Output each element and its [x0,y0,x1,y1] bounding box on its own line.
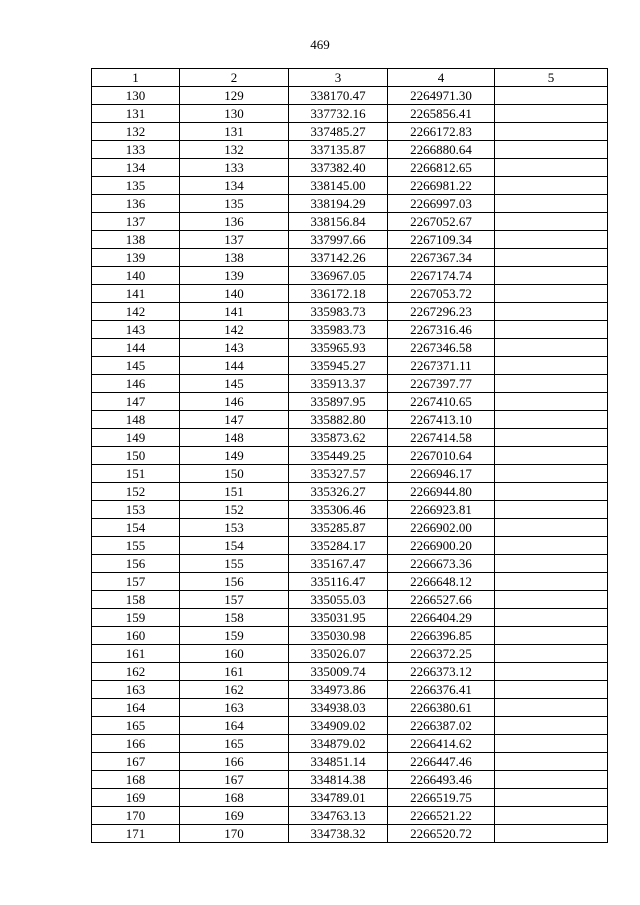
table-cell-col-1: 130 [92,87,180,105]
table-cell-col-5 [495,105,608,123]
table-cell-col-1: 134 [92,159,180,177]
table-cell-col-1: 171 [92,825,180,843]
table-cell-col-3: 334814.38 [289,771,388,789]
table-cell-col-3: 334851.14 [289,753,388,771]
table-cell-col-3: 335449.25 [289,447,388,465]
table-cell-col-1: 166 [92,735,180,753]
table-cell-col-1: 158 [92,591,180,609]
table-row [92,807,608,825]
table-cell-col-4: 2266520.72 [388,825,495,843]
table-cell-col-3: 334738.32 [289,825,388,843]
table-cell-col-3: 335284.17 [289,537,388,555]
table-cell-col-2: 168 [180,789,289,807]
table-row [92,627,608,645]
table-cell-col-1: 145 [92,357,180,375]
table-cell-col-4: 2267109.34 [388,231,495,249]
page-number: 469 [310,37,330,52]
table-cell-col-5 [495,375,608,393]
table-cell-col-2: 133 [180,159,289,177]
table-cell-col-3: 335913.37 [289,375,388,393]
table-cell-col-1: 140 [92,267,180,285]
table-cell-col-4: 2267174.74 [388,267,495,285]
table-cell-col-1: 159 [92,609,180,627]
table-cell-col-2: 148 [180,429,289,447]
table-cell-col-4: 2267316.46 [388,321,495,339]
table-cell-col-4: 2266527.66 [388,591,495,609]
table-cell-col-3: 334763.13 [289,807,388,825]
table-cell-col-2: 147 [180,411,289,429]
table-cell-col-5 [495,213,608,231]
table-cell-col-5 [495,411,608,429]
table-cell-col-3: 334879.02 [289,735,388,753]
table-row [92,375,608,393]
table-cell-col-4: 2266387.02 [388,717,495,735]
table-cell-col-1: 132 [92,123,180,141]
table-row [92,519,608,537]
table-row [92,267,608,285]
table-row [92,717,608,735]
table-row [92,231,608,249]
table-cell-col-5 [495,249,608,267]
table-cell-col-4: 2266880.64 [388,141,495,159]
table-cell-col-5 [495,303,608,321]
table-row [92,555,608,573]
table-cell-col-5 [495,645,608,663]
table-cell-col-2: 152 [180,501,289,519]
table-row [92,393,608,411]
table-cell-col-2: 140 [180,285,289,303]
table-cell-col-3: 337485.27 [289,123,388,141]
table-cell-col-2: 158 [180,609,289,627]
table-cell-col-2: 143 [180,339,289,357]
table-row [92,105,608,123]
table-row [92,609,608,627]
table-cell-col-4: 2264971.30 [388,87,495,105]
table-cell-col-5 [495,465,608,483]
table-cell-col-5 [495,195,608,213]
table-cell-col-1: 170 [92,807,180,825]
table-cell-col-3: 338170.47 [289,87,388,105]
table-cell-col-5 [495,357,608,375]
table-cell-col-4: 2267371.11 [388,357,495,375]
table-cell-col-5 [495,771,608,789]
table-row [92,699,608,717]
table-cell-col-3: 335983.73 [289,321,388,339]
table-cell-col-3: 335327.57 [289,465,388,483]
table-cell-col-2: 132 [180,141,289,159]
table-row [92,339,608,357]
table-cell-col-5 [495,573,608,591]
table-cell-col-2: 161 [180,663,289,681]
table-row [92,753,608,771]
table-cell-col-2: 151 [180,483,289,501]
table-cell-col-4: 2266902.00 [388,519,495,537]
table-cell-col-1: 164 [92,699,180,717]
table-cell-col-3: 335055.03 [289,591,388,609]
table-cell-col-5 [495,123,608,141]
table-cell-col-1: 165 [92,717,180,735]
table-cell-col-2: 156 [180,573,289,591]
table-cell-col-2: 159 [180,627,289,645]
table-cell-col-5 [495,285,608,303]
table-cell-col-4: 2266812.65 [388,159,495,177]
table-cell-col-3: 338145.00 [289,177,388,195]
table-cell-col-4: 2266923.81 [388,501,495,519]
table-row [92,483,608,501]
table-cell-col-4: 2267367.34 [388,249,495,267]
table-cell-col-1: 167 [92,753,180,771]
table-cell-col-4: 2266447.46 [388,753,495,771]
table-cell-col-3: 335009.74 [289,663,388,681]
table-cell-col-3: 334909.02 [289,717,388,735]
table-cell-col-1: 153 [92,501,180,519]
table-cell-col-4: 2266172.83 [388,123,495,141]
table-cell-col-5 [495,753,608,771]
column-header-3: 3 [289,69,388,87]
table-row [92,825,608,843]
table-cell-col-4: 2267053.72 [388,285,495,303]
table-cell-col-5 [495,447,608,465]
table-cell-col-2: 145 [180,375,289,393]
table-row [92,303,608,321]
coordinates-table [91,68,608,843]
table-cell-col-2: 170 [180,825,289,843]
table-cell-col-3: 337135.87 [289,141,388,159]
table-cell-col-2: 130 [180,105,289,123]
table-cell-col-1: 138 [92,231,180,249]
table-row [92,771,608,789]
table-cell-col-4: 2266493.46 [388,771,495,789]
table-cell-col-3: 336172.18 [289,285,388,303]
table-cell-col-4: 2266404.29 [388,609,495,627]
table-cell-col-5 [495,537,608,555]
table-cell-col-5 [495,339,608,357]
table-row [92,681,608,699]
table-cell-col-5 [495,159,608,177]
table-cell-col-3: 337142.26 [289,249,388,267]
table-cell-col-3: 334789.01 [289,789,388,807]
table-cell-col-4: 2266648.12 [388,573,495,591]
table-row [92,465,608,483]
table-cell-col-2: 149 [180,447,289,465]
table-cell-col-4: 2266376.41 [388,681,495,699]
table-row [92,285,608,303]
table-cell-col-1: 131 [92,105,180,123]
table-cell-col-3: 335031.95 [289,609,388,627]
table-cell-col-2: 141 [180,303,289,321]
table-cell-col-2: 160 [180,645,289,663]
table-row [92,357,608,375]
table-cell-col-4: 2267410.65 [388,393,495,411]
table-cell-col-3: 335116.47 [289,573,388,591]
table-row [92,645,608,663]
table-cell-col-1: 156 [92,555,180,573]
table-row [92,789,608,807]
table-row [92,321,608,339]
table-cell-col-4: 2267413.10 [388,411,495,429]
table-cell-col-1: 144 [92,339,180,357]
table-cell-col-3: 335285.87 [289,519,388,537]
table-cell-col-5 [495,483,608,501]
table-cell-col-2: 142 [180,321,289,339]
table-cell-col-3: 335306.46 [289,501,388,519]
table-cell-col-1: 150 [92,447,180,465]
table-cell-col-2: 165 [180,735,289,753]
table-cell-col-5 [495,429,608,447]
table-row [92,159,608,177]
table-cell-col-4: 2267346.58 [388,339,495,357]
table-cell-col-5 [495,807,608,825]
column-header-4: 4 [388,69,495,87]
table-cell-col-1: 135 [92,177,180,195]
table-cell-col-4: 2267296.23 [388,303,495,321]
table-cell-col-1: 155 [92,537,180,555]
table-cell-col-4: 2266946.17 [388,465,495,483]
table-cell-col-3: 335965.93 [289,339,388,357]
table-cell-col-5 [495,717,608,735]
table-cell-col-5 [495,321,608,339]
table-cell-col-2: 131 [180,123,289,141]
table-cell-col-4: 2266981.22 [388,177,495,195]
table-cell-col-1: 152 [92,483,180,501]
column-header-5: 5 [495,69,608,87]
table-cell-col-4: 2267052.67 [388,213,495,231]
table-cell-col-5 [495,87,608,105]
table-cell-col-5 [495,177,608,195]
table-cell-col-3: 335873.62 [289,429,388,447]
table-cell-col-2: 139 [180,267,289,285]
table-cell-col-4: 2266519.75 [388,789,495,807]
table-row [92,501,608,519]
table-cell-col-1: 168 [92,771,180,789]
table-row [92,87,608,105]
table-cell-col-3: 335945.27 [289,357,388,375]
table-cell-col-4: 2267397.77 [388,375,495,393]
table-cell-col-1: 151 [92,465,180,483]
table-row [92,663,608,681]
table-cell-col-2: 134 [180,177,289,195]
table-cell-col-2: 166 [180,753,289,771]
table-cell-col-4: 2267010.64 [388,447,495,465]
table-cell-col-5 [495,699,608,717]
table-cell-col-5 [495,555,608,573]
table-cell-col-3: 337997.66 [289,231,388,249]
table-row [92,195,608,213]
table-cell-col-4: 2266414.62 [388,735,495,753]
table-cell-col-1: 169 [92,789,180,807]
table-cell-col-4: 2266380.61 [388,699,495,717]
column-header-2: 2 [180,69,289,87]
table-cell-col-5 [495,141,608,159]
table-cell-col-5 [495,267,608,285]
table-cell-col-1: 160 [92,627,180,645]
table-cell-col-2: 135 [180,195,289,213]
table-header [92,69,608,87]
table-cell-col-2: 157 [180,591,289,609]
table-cell-col-5 [495,663,608,681]
table-cell-col-4: 2267414.58 [388,429,495,447]
table-row [92,735,608,753]
table-cell-col-3: 336967.05 [289,267,388,285]
table-row [92,411,608,429]
table-cell-col-1: 139 [92,249,180,267]
table-cell-col-1: 162 [92,663,180,681]
table-cell-col-4: 2266673.36 [388,555,495,573]
table-cell-col-4: 2266396.85 [388,627,495,645]
table-cell-col-4: 2266521.22 [388,807,495,825]
table-cell-col-1: 148 [92,411,180,429]
table-cell-col-4: 2266997.03 [388,195,495,213]
table-body [92,87,608,843]
table-cell-col-2: 137 [180,231,289,249]
table-cell-col-4: 2266372.25 [388,645,495,663]
table-cell-col-3: 335030.98 [289,627,388,645]
table-cell-col-5 [495,681,608,699]
table-cell-col-5 [495,519,608,537]
table-cell-col-1: 146 [92,375,180,393]
table-cell-col-4: 2266373.12 [388,663,495,681]
table-cell-col-1: 143 [92,321,180,339]
table-cell-col-3: 337732.16 [289,105,388,123]
table-cell-col-1: 133 [92,141,180,159]
table-cell-col-2: 136 [180,213,289,231]
header-row [92,69,608,87]
table-cell-col-3: 335326.27 [289,483,388,501]
table-cell-col-3: 338194.29 [289,195,388,213]
table-cell-col-2: 144 [180,357,289,375]
table-row [92,537,608,555]
table-row [92,177,608,195]
table-cell-col-3: 334938.03 [289,699,388,717]
table-cell-col-5 [495,825,608,843]
table-cell-col-1: 161 [92,645,180,663]
table-cell-col-5 [495,789,608,807]
table-cell-col-1: 157 [92,573,180,591]
table-cell-col-2: 162 [180,681,289,699]
table-cell-col-3: 338156.84 [289,213,388,231]
table-cell-col-4: 2266944.80 [388,483,495,501]
table-cell-col-2: 169 [180,807,289,825]
table-cell-col-4: 2266900.20 [388,537,495,555]
column-header-1: 1 [92,69,180,87]
table-row [92,591,608,609]
table-cell-col-2: 155 [180,555,289,573]
table-cell-col-1: 147 [92,393,180,411]
table-row [92,447,608,465]
table-cell-col-1: 149 [92,429,180,447]
table-cell-col-4: 2265856.41 [388,105,495,123]
table-cell-col-5 [495,393,608,411]
table-cell-col-3: 334973.86 [289,681,388,699]
table-cell-col-2: 150 [180,465,289,483]
table-cell-col-3: 335983.73 [289,303,388,321]
table-cell-col-1: 163 [92,681,180,699]
table-cell-col-2: 153 [180,519,289,537]
table-cell-col-3: 337382.40 [289,159,388,177]
table-cell-col-1: 136 [92,195,180,213]
table-row [92,141,608,159]
table-cell-col-5 [495,501,608,519]
table-cell-col-3: 335882.80 [289,411,388,429]
table-cell-col-2: 146 [180,393,289,411]
table-cell-col-2: 167 [180,771,289,789]
table-row [92,429,608,447]
table-cell-col-2: 164 [180,717,289,735]
table-cell-col-3: 335897.95 [289,393,388,411]
table-row [92,573,608,591]
table-row [92,123,608,141]
table-cell-col-5 [495,591,608,609]
table-cell-col-2: 154 [180,537,289,555]
table-cell-col-1: 141 [92,285,180,303]
table-row [92,213,608,231]
table-cell-col-2: 163 [180,699,289,717]
table-cell-col-2: 138 [180,249,289,267]
table-cell-col-5 [495,609,608,627]
table-cell-col-5 [495,735,608,753]
table-cell-col-1: 142 [92,303,180,321]
table-cell-col-5 [495,627,608,645]
table-cell-col-2: 129 [180,87,289,105]
table-cell-col-3: 335167.47 [289,555,388,573]
table-cell-col-1: 154 [92,519,180,537]
table-cell-col-3: 335026.07 [289,645,388,663]
table-cell-col-1: 137 [92,213,180,231]
table-cell-col-5 [495,231,608,249]
table-row [92,249,608,267]
